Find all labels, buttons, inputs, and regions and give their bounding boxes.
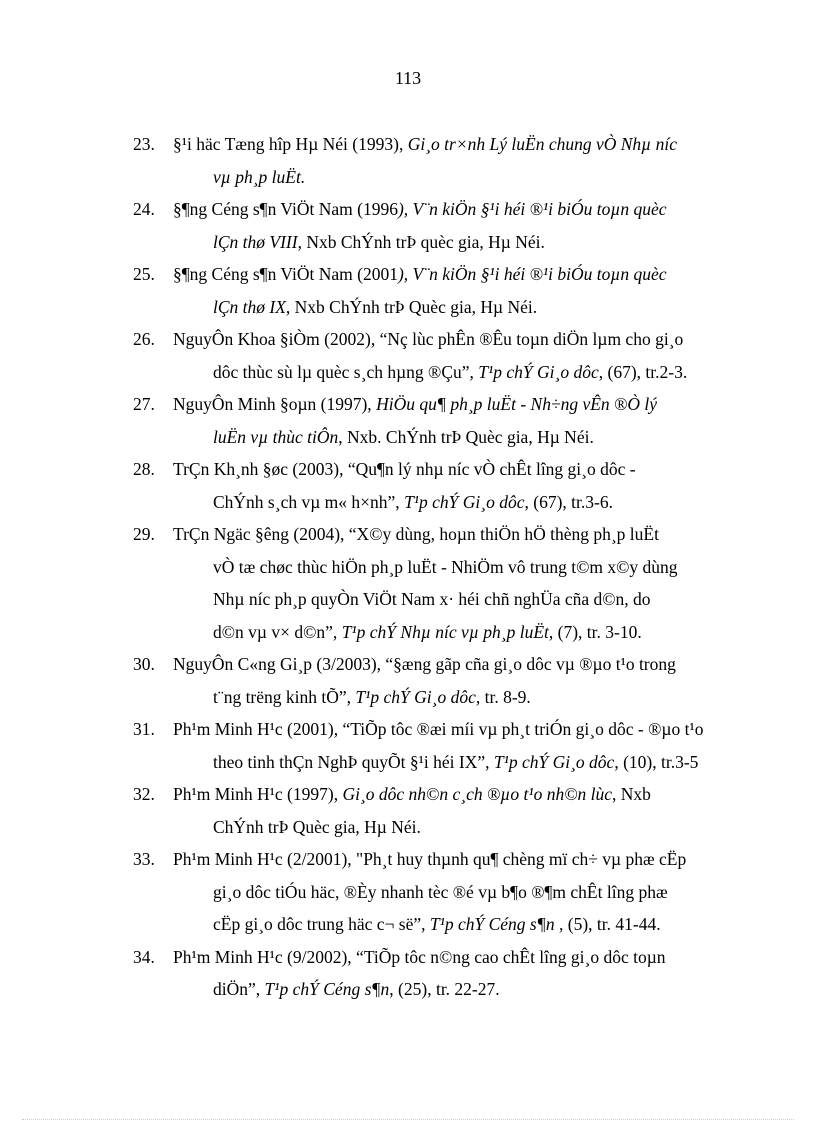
- reference-title-italic: ), V¨n kiÖn §¹i héi ®¹i biÓu toµn quèc: [397, 264, 667, 284]
- reference-segment: cËp gi¸o dôc trung häc c¬ së”,: [213, 914, 430, 934]
- reference-title-italic: lÇn thø VIII: [213, 231, 298, 252]
- reference-segment: TrÇn Kh¸nh §øc (2003), “Qu¶n lý nhµ níc vÒ chÊt lîng gi¸o dôc -: [173, 459, 636, 479]
- reference-title-italic: vµ ph¸p luËt.: [213, 166, 306, 187]
- reference-text: [173, 941, 739, 1006]
- reference-title-italic: lÇn thø IX: [213, 296, 286, 317]
- reference-item: [133, 648, 739, 713]
- reference-segment: t¨ng trëng kinh tÕ”,: [213, 686, 356, 707]
- reference-number: 34.: [133, 946, 155, 967]
- reference-segment: ChÝnh trÞ Quèc gia, Hµ Néi.: [213, 816, 421, 837]
- reference-title-italic: T¹p chÝ Gi¸o dôc,: [355, 686, 481, 707]
- reference-text: [173, 323, 739, 388]
- reference-number: 27.: [133, 394, 155, 414]
- reference-segment: Ph¹m Minh H¹c (2/2001), "Ph¸t huy thµnh qu¶ chèng mï ch÷ vµ phæ cËp: [173, 849, 687, 869]
- reference-line: [173, 719, 703, 739]
- reference-segment: diÖn”,: [213, 979, 265, 999]
- reference-line: [173, 421, 739, 454]
- reference-number: 25.: [133, 264, 155, 284]
- reference-line: [173, 784, 651, 804]
- reference-text: [173, 843, 739, 941]
- reference-line: [173, 947, 666, 967]
- reference-line: [173, 616, 739, 649]
- reference-title-italic: T¹p chÝ Gi¸o dôc: [404, 491, 525, 512]
- reference-title-italic: Gi¸o tr×nh Lý luËn chung vÒ Nhµ níc: [407, 134, 677, 154]
- reference-item: [133, 388, 739, 453]
- reference-segment: ChÝnh s¸ch vµ m« h×nh”,: [213, 491, 405, 512]
- reference-title-italic: T¹p chÝ Gi¸o dôc: [493, 751, 615, 772]
- reference-number: 30.: [133, 654, 155, 674]
- reference-line: [173, 226, 739, 259]
- reference-number: 26.: [133, 329, 155, 349]
- reference-segment: , Nxb ChÝnh trÞ quèc gia, Hµ Néi.: [297, 231, 545, 252]
- reference-item: [133, 778, 739, 843]
- page-bottom-divider: [22, 1119, 794, 1120]
- reference-item: [133, 453, 739, 518]
- reference-title-italic: T¹p chÝ Gi¸o dôc: [478, 361, 599, 382]
- reference-text: [173, 388, 739, 453]
- reference-text: [173, 453, 739, 518]
- reference-segment: tr. 8-9.: [480, 686, 531, 707]
- reference-segment: gi¸o dôc tiÓu häc, ®Èy nhanh tèc ®é vµ b¶o ®¶m chÊt lîng phæ: [213, 881, 668, 902]
- reference-list: [133, 128, 739, 1006]
- reference-segment: NguyÔn Minh §oµn (1997),: [173, 394, 377, 414]
- reference-text: [173, 258, 739, 323]
- reference-title-italic: T¹p chÝ Nhµ níc vµ ph¸p luËt: [341, 621, 549, 642]
- reference-title-italic: luËn vµ thùc tiÔn: [213, 426, 339, 447]
- reference-title-italic: T¹p chÝ Céng s¶n ,: [429, 914, 564, 934]
- reference-line: [173, 654, 676, 674]
- reference-line: [173, 329, 683, 349]
- reference-segment: Ph¹m Minh H¹c (9/2002), “TiÕp tôc n©ng cao chÊt lîng gi¸o dôc toµn: [173, 946, 666, 967]
- reference-text: [173, 778, 739, 843]
- reference-segment: (5), tr. 41-44.: [563, 914, 661, 934]
- reference-line: [173, 486, 739, 519]
- reference-number: 33.: [133, 849, 155, 869]
- reference-segment: , (67), tr.2-3.: [598, 361, 688, 382]
- reference-segment: , (25), tr. 22-27.: [389, 979, 500, 999]
- reference-line: [173, 908, 739, 941]
- reference-line: [173, 746, 739, 779]
- reference-text: [173, 128, 739, 193]
- reference-segment: , (67), tr.3-6.: [524, 491, 613, 512]
- reference-item: [133, 323, 739, 388]
- reference-number: 32.: [133, 784, 155, 804]
- reference-segment: , Nxb. ChÝnh trÞ Quèc gia, Hµ Néi.: [338, 426, 594, 447]
- reference-segment: , (7), tr. 3-10.: [548, 621, 642, 642]
- reference-line: [173, 134, 677, 154]
- reference-segment: NguyÔn C«ng Gi¸p (3/2003), “§æng gãp cña gi¸o dôc vµ ®µo t¹o trong: [173, 654, 676, 674]
- reference-line: [173, 459, 636, 479]
- reference-title-italic: ), V¨n kiÖn §¹i héi ®¹i biÓu toµn quèc: [397, 199, 667, 219]
- reference-segment: Ph¹m Minh H¹c (2001), “TiÕp tôc ®æi míi vµ ph¸t triÓn gi¸o dôc - ®µo t¹o: [173, 719, 704, 739]
- reference-line: [173, 973, 739, 1006]
- reference-segment: vÒ tæ chøc thùc hiÖn ph¸p luËt - NhiÖm vô trung t©m x©y dùng: [213, 556, 678, 577]
- reference-segment: §¹i häc Tæng hîp Hµ Néi (1993),: [173, 134, 408, 154]
- reference-text: [173, 648, 739, 713]
- reference-line: [173, 356, 739, 389]
- reference-item: [133, 518, 739, 648]
- reference-item: [133, 193, 739, 258]
- reference-segment: §¶ng Céng s¶n ViÖt Nam (2001: [173, 264, 398, 284]
- reference-line: [173, 811, 739, 844]
- reference-segment: theo tinh thÇn NghÞ quyÕt §¹i héi IX”,: [213, 751, 494, 772]
- reference-item: [133, 128, 739, 193]
- reference-segment: Nhµ níc ph¸p quyÒn ViÖt Nam x· héi chñ nghÜa cña d©n, do: [213, 589, 651, 609]
- page-number: 113: [394, 68, 422, 88]
- reference-text: [173, 713, 739, 778]
- reference-line: [173, 161, 739, 194]
- reference-segment: Ph¹m Minh H¹c (1997),: [173, 784, 343, 804]
- reference-number: 28.: [133, 459, 155, 479]
- reference-text: [173, 193, 739, 258]
- reference-number: 29.: [133, 524, 155, 544]
- reference-segment: , (10), tr.3-5: [614, 751, 699, 772]
- reference-line: [173, 583, 739, 616]
- reference-line: [173, 199, 667, 219]
- reference-number: 23.: [133, 134, 155, 154]
- reference-text: [173, 518, 739, 648]
- reference-title-italic: Gi¸o dôc nh©n c¸ch ®µo t¹o nh©n lùc: [342, 784, 612, 804]
- reference-segment: NguyÔn Khoa §iÒm (2002), “Nç lùc phÊn ®Êu toµn diÖn lµm cho gi¸o: [173, 329, 684, 349]
- reference-line: [173, 849, 686, 869]
- reference-segment: TrÇn Ngäc §êng (2004), “X©y dùng, hoµn thiÖn hÖ thèng ph¸p luËt: [173, 524, 659, 544]
- reference-segment: , Nxb ChÝnh trÞ Quèc gia, Hµ Néi.: [285, 296, 538, 317]
- reference-title-italic: HiÖu qu¶ ph¸p luËt - Nh÷ng vÊn ®Ò lý: [376, 394, 657, 414]
- reference-segment: d©n vµ v× d©n”,: [213, 621, 342, 642]
- reference-item: [133, 843, 739, 941]
- reference-segment: §¶ng Céng s¶n ViÖt Nam (1996: [173, 199, 398, 219]
- reference-number: 31.: [133, 719, 155, 739]
- reference-segment: , Nxb: [612, 784, 651, 804]
- reference-line: [173, 264, 667, 284]
- reference-line: [173, 524, 659, 544]
- reference-item: [133, 941, 739, 1006]
- reference-number: 24.: [133, 199, 155, 219]
- reference-item: [133, 713, 739, 778]
- reference-line: [173, 681, 739, 714]
- reference-segment: dôc thùc sù lµ quèc s¸ch hµng ®Çu”,: [213, 361, 479, 382]
- reference-line: [173, 876, 739, 909]
- reference-line: [173, 551, 739, 584]
- reference-line: [173, 291, 739, 324]
- reference-item: [133, 258, 739, 323]
- reference-title-italic: T¹p chÝ Céng s¶n: [264, 979, 390, 999]
- reference-line: [173, 394, 657, 414]
